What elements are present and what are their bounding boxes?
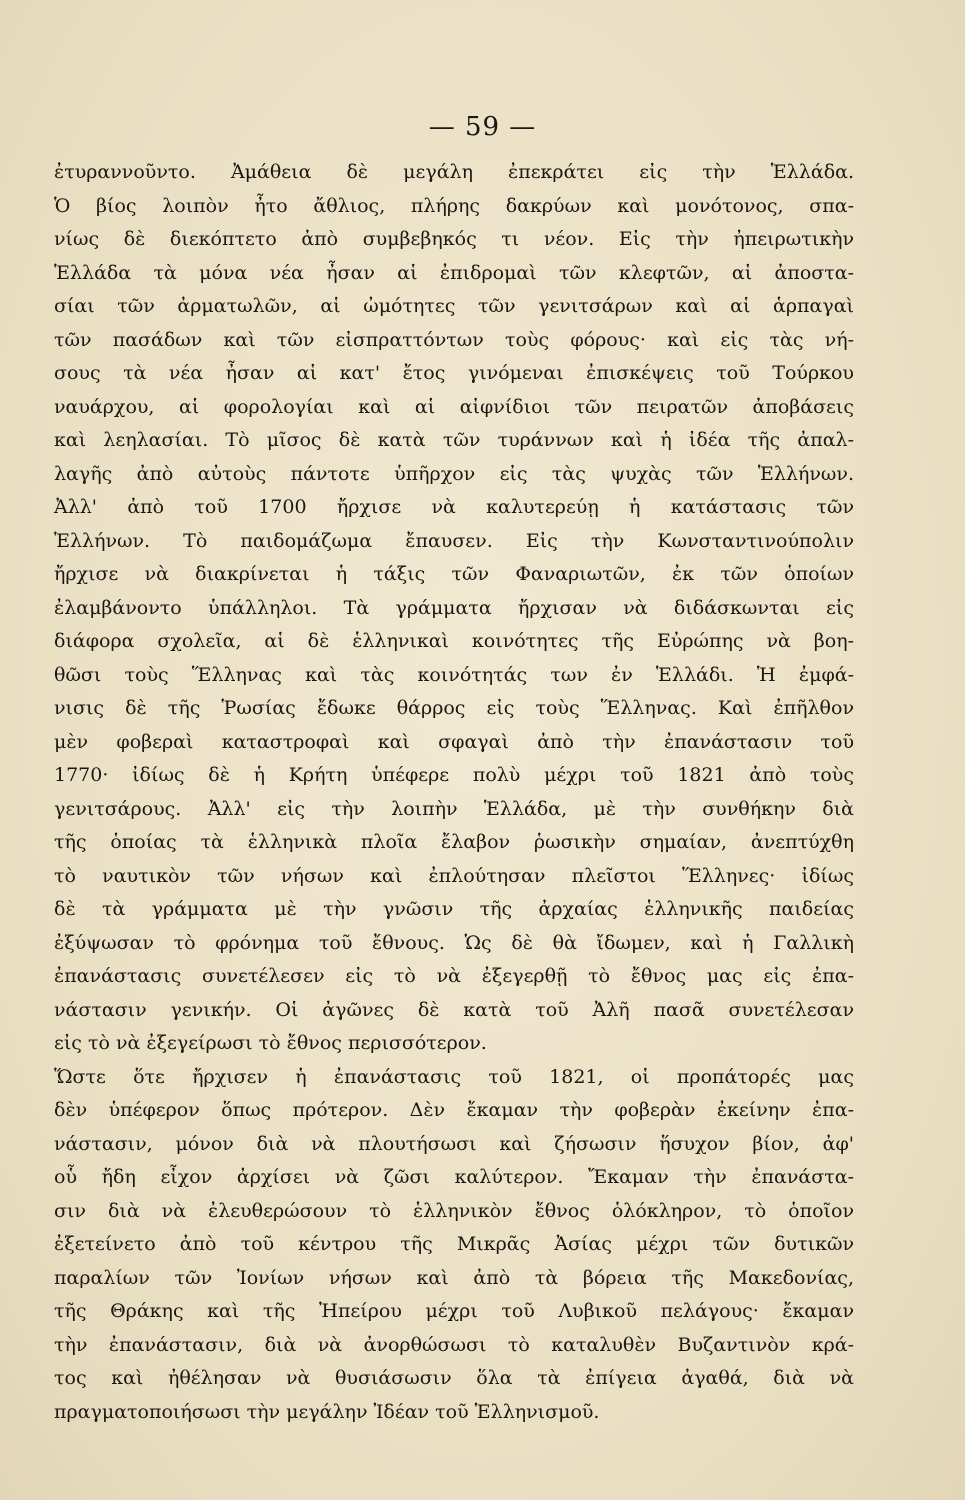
text-line: ἐξετείνετο ἀπὸ τοῦ κέντρου τῆς Μικρᾶς Ἀσίας μέχρι τῶν δυτικῶν: [54, 1233, 854, 1255]
text-line: τῶν πασάδων καὶ τῶν εἰσπραττόντων τοὺς φόρους· καὶ εἰς τὰς νή-: [54, 328, 854, 351]
text-body: [54, 156, 854, 1429]
text-line: εἰς τὸ νὰ ἐξεγείρωσι τὸ ἔθνος περισσότερον.: [54, 1032, 487, 1054]
text-line: τῆς Θράκης καὶ τῆς Ἠπείρου μέχρι τοῦ Λυβικοῦ πελάγους· ἔκαμαν: [54, 1300, 854, 1322]
text-line: Ἑλλάδα τὰ μόνα νέα ἦσαν αἱ ἐπιδρομαὶ τῶν κλεφτῶν, αἱ ἀποστα-: [54, 261, 854, 284]
text-line: τῆς ὁποίας τὰ ἑλληνικὰ πλοῖα ἔλαβον ῥωσικὴν σημαίαν, ἀνεπτύχθη: [54, 831, 854, 853]
text-line: νίως δὲ διεκόπτετο ἀπὸ συμβεβηκός τι νέον. Εἰς τὴν ἠπειρωτικὴν: [54, 228, 854, 250]
text-line: καὶ λεηλασίαι. Τὸ μῖσος δὲ κατὰ τῶν τυράννων καὶ ἡ ἰδέα τῆς ἀπαλ-: [54, 429, 854, 451]
text-line: 1770· ἰδίως δὲ ἡ Κρήτη ὑπέφερε πολὺ μέχρι τοῦ 1821 ἀπὸ τοὺς: [54, 764, 854, 786]
text-line: ἐλαμβάνοντο ὑπάλληλοι. Τὰ γράμματα ἤρχισαν νὰ διδάσκωνται εἰς: [54, 596, 854, 619]
text-line: γενιτσάρους. Ἀλλ' εἰς τὴν λοιπὴν Ἑλλάδα, μὲ τὴν συνθήκην διὰ: [54, 797, 854, 820]
text-line: ναυάρχου, αἱ φορολογίαι καὶ αἱ αἰφνίδιοι τῶν πειρατῶν ἀποβάσεις: [54, 395, 854, 418]
text-line: τὸ ναυτικὸν τῶν νήσων καὶ ἐπλούτησαν πλεῖστοι Ἕλληνες· ἰδίως: [54, 864, 854, 887]
text-line: πραγματοποιήσωσι τὴν μεγάλην Ἰδέαν τοῦ Ἑλληνισμοῦ.: [54, 1400, 600, 1423]
text-line: διάφορα σχολεῖα, αἱ δὲ ἑλληνικαὶ κοινότητες τῆς Εὐρώπης νὰ βοη-: [54, 630, 854, 652]
text-line: Ὥστε ὅτε ἤρχισεν ἡ ἐπανάστασις τοῦ 1821, οἱ προπάτορές μας: [54, 1065, 854, 1088]
text-line: νάστασιν γενικήν. Οἱ ἀγῶνες δὲ κατὰ τοῦ Ἀλῆ πασᾶ συνετέλεσαν: [54, 998, 854, 1021]
text-line: σιν διὰ νὰ ἐλευθερώσουν τὸ ἑλληνικὸν ἔθνος ὁλόκληρον, τὸ ὁποῖον: [54, 1199, 854, 1222]
text-line: Ὁ βίος λοιπὸν ἦτο ἄθλιος, πλήρης δακρύων καὶ μονότονος, σπα-: [54, 194, 854, 217]
text-line: θῶσι τοὺς Ἕλληνας καὶ τὰς κοινότητάς των ἐν Ἑλλάδι. Ἡ ἐμφά-: [54, 663, 854, 686]
text-line: δὲν ὑπέφερον ὅπως πρότερον. Δὲν ἔκαμαν τὴν φοβερὰν ἐκείνην ἐπα-: [54, 1099, 854, 1121]
text-line: λαγῆς ἀπὸ αὐτοὺς πάντοτε ὑπῆρχον εἰς τὰς ψυχὰς τῶν Ἑλλήνων.: [54, 462, 854, 485]
text-line: ἤρχισε νὰ διακρίνεται ἡ τάξις τῶν Φαναριωτῶν, ἐκ τῶν ὁποίων: [54, 563, 854, 585]
text-line: ἐξύψωσαν τὸ φρόνημα τοῦ ἔθνους. Ὡς δὲ θὰ ἴδωμεν, καὶ ἡ Γαλλικὴ: [54, 931, 854, 954]
text-line: νάστασιν, μόνον διὰ νὰ πλουτήσωσι καὶ ζήσωσιν ἥσυχον βίον, ἀφ': [54, 1132, 854, 1155]
text-line: τος καὶ ἠθέλησαν νὰ θυσιάσωσιν ὅλα τὰ ἐπίγεια ἀγαθά, διὰ νὰ: [54, 1367, 854, 1389]
text-line: ἐπανάστασις συνετέλεσεν εἰς τὸ νὰ ἐξεγερθῇ τὸ ἔθνος μας εἰς ἐπα-: [54, 965, 854, 987]
text-line: οὗ ἤδη εἶχον ἀρχίσει νὰ ζῶσι καλύτερον. Ἔκαμαν τὴν ἐπανάστα-: [54, 1166, 854, 1188]
page-number: — 59 —: [428, 112, 537, 142]
text-line: σίαι τῶν ἀρματωλῶν, αἱ ὠμότητες τῶν γενιτσάρων καὶ αἱ ἁρπαγαὶ: [54, 295, 854, 317]
text-line: νισις δὲ τῆς Ῥωσίας ἔδωκε θάρρος εἰς τοὺς Ἕλληνας. Καὶ ἐπῆλθον: [54, 697, 854, 719]
text-line: σους τὰ νέα ἦσαν αἱ κατ' ἔτος γινόμεναι ἐπισκέψεις τοῦ Τούρκου: [54, 362, 854, 384]
text-line: μὲν φοβεραὶ καταστροφαὶ καὶ σφαγαὶ ἀπὸ τὴν ἐπανάστασιν τοῦ: [54, 730, 854, 753]
text-line: ἐτυραννοῦντο. Ἀμάθεια δὲ μεγάλη ἐπεκράτει εἰς τὴν Ἑλλάδα.: [54, 161, 854, 183]
text-line: τὴν ἐπανάστασιν, διὰ νὰ ἀνορθώσωσι τὸ καταλυθὲν Βυζαντινὸν κρά-: [54, 1333, 854, 1356]
text-line: δὲ τὰ γράμματα μὲ τὴν γνῶσιν τῆς ἀρχαίας ἑλληνικῆς παιδείας: [54, 898, 854, 920]
text-line: Ἀλλ' ἀπὸ τοῦ 1700 ἤρχισε νὰ καλυτερεύῃ ἡ κατάστασις τῶν: [54, 496, 854, 518]
text-line: παραλίων τῶν Ἰονίων νήσων καὶ ἀπὸ τὰ βόρεια τῆς Μακεδονίας,: [54, 1266, 854, 1289]
text-line: Ἑλλήνων. Τὸ παιδομάζωμα ἔπαυσεν. Εἰς τὴν Κωνσταντινούπολιν: [54, 529, 854, 552]
